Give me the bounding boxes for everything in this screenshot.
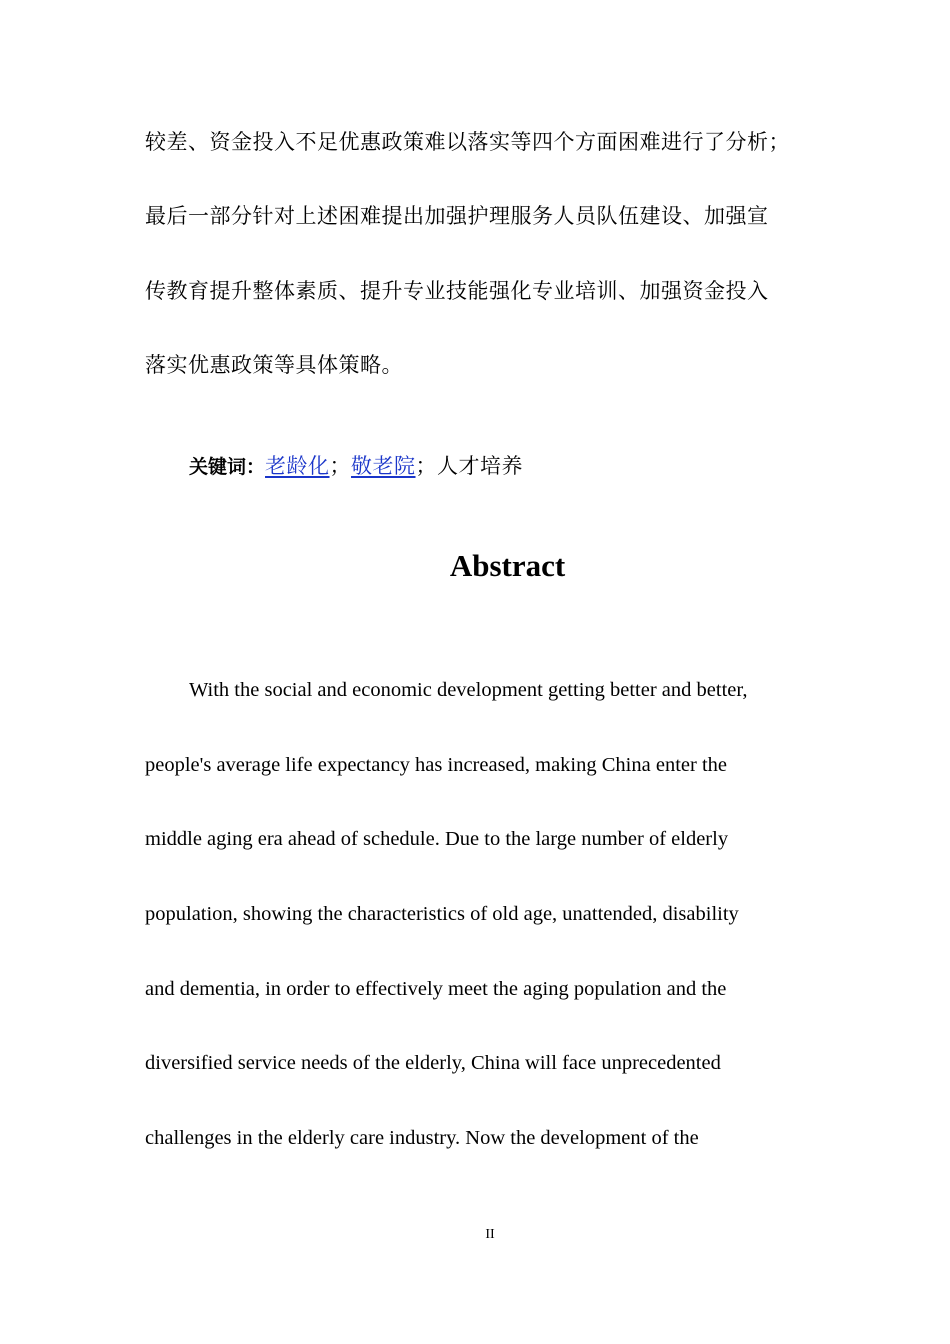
cn-abstract-line-1: 较差、资金投入不足优惠政策难以落实等四个方面困难进行了分析； — [145, 130, 790, 154]
keyword-talent-training: 人才培养 — [437, 454, 524, 478]
en-abstract-line-5: and dementia, in order to effectively meet the aging population and the — [145, 978, 727, 1000]
keywords-line — [189, 452, 523, 481]
en-abstract-line-1: With the social and economic development getting better and better, — [189, 679, 748, 701]
en-abstract-line-2: people's average life expectancy has increased, making China enter the — [145, 754, 727, 776]
page-number: II — [485, 1227, 495, 1242]
keyword-link-nursing-home[interactable]: 敬老院 — [351, 454, 416, 478]
cn-abstract-line-2: 最后一部分针对上述困难提出加强护理服务人员队伍建设、加强宣 — [145, 204, 769, 228]
en-abstract-line-3: middle aging era ahead of schedule. Due to the large number of elderly — [145, 828, 729, 850]
abstract-heading: Abstract — [449, 548, 566, 583]
keyword-link-aging[interactable]: 老龄化 — [265, 454, 330, 478]
keyword-separator: ； — [329, 454, 352, 478]
en-abstract-line-7: challenges in the elderly care industry. Now the development of the — [145, 1127, 699, 1149]
en-abstract-line-6: diversified service needs of the elderly, China will face unprecedented — [145, 1052, 721, 1074]
cn-abstract-line-4: 落实优惠政策等具体策略。 — [145, 353, 403, 377]
keyword-separator: ； — [415, 454, 438, 478]
keywords-label: 关键词： — [189, 456, 266, 478]
cn-abstract-line-3: 传教育提升整体素质、提升专业技能强化专业培训、加强资金投入 — [145, 279, 769, 303]
en-abstract-line-4: population, showing the characteristics of old age, unattended, disability — [145, 903, 739, 925]
